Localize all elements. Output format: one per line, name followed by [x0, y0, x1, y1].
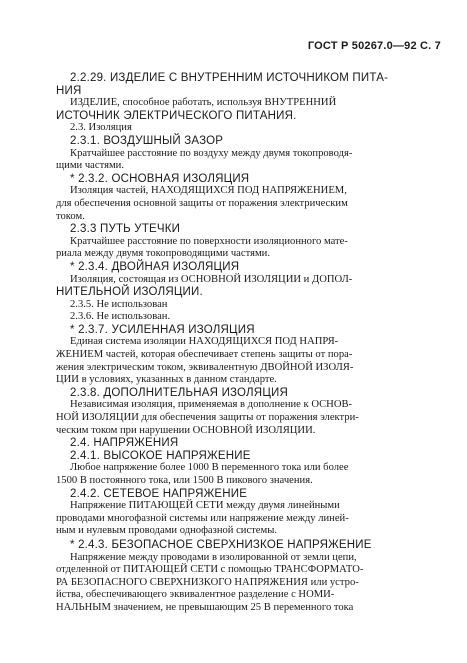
text-line: РА БЕЗОПАСНОГО СВЕРХНИЗКОГО НАПРЯЖЕНИЯ или устро-	[56, 576, 359, 588]
text-line: ИСТОЧНИК ЭЛЕКТРИЧЕСКОГО ПИТАНИЯ.	[56, 109, 297, 122]
text-line: щими частями.	[56, 160, 124, 172]
text-line: * 2.4.3. БЕЗОПАСНОЕ СВЕРХНИЗКОЕ НАПРЯЖЕНИЕ	[70, 538, 372, 551]
text-line: риала между двумя токопроводящими частями.	[56, 248, 270, 260]
text-line: 2.3.6. Не использован.	[70, 311, 171, 323]
text-line: Напряжение ПИТАЮЩЕЙ СЕТИ между двумя линейными	[70, 500, 340, 512]
text-line: НИТЕЛЬНОЙ ИЗОЛЯЦИИ.	[56, 286, 203, 299]
text-line: * 2.3.7. УСИЛЕННАЯ ИЗОЛЯЦИЯ	[70, 323, 255, 336]
text-line: 2.3.5. Не использован	[70, 298, 168, 310]
text-line: НАЛЬНЫМ значением, не превышающим 25 В переменного тока	[56, 601, 354, 613]
text-line: проводами многофазной системы или напряжение между линей-	[56, 512, 349, 524]
text-line: ным и нулевым проводами однофазной системы.	[56, 525, 277, 537]
document-body	[56, 72, 448, 615]
text-line: 2.4. НАПРЯЖЕНИЯ	[70, 437, 179, 450]
text-line: Единая система изоляции НАХОДЯЩИХСЯ ПОД НАПРЯ-	[70, 336, 339, 348]
text-line: 2.3. Изоляция	[70, 122, 132, 134]
text-line: 1500 В постоянного тока, или 1500 В пикового значения.	[56, 475, 313, 486]
text-line: Кратчайшее расстояние по поверхности изоляционного мате-	[70, 235, 348, 247]
text-line: Напряжение между проводами в изолированной от земли цепи,	[70, 551, 357, 563]
text-line: жения электрическим током, эквивалентную ДВОЙНОЙ ИЗОЛЯ-	[56, 361, 354, 373]
text-line: ческим током при нарушении ОСНОВНОЙ ИЗОЛЯЦИИ.	[56, 424, 316, 436]
text-line: Любое напряжение более 1000 В переменного тока или более	[70, 462, 349, 474]
text-line: 2.4.1. ВЫСОКОЕ НАПРЯЖЕНИЕ	[70, 449, 251, 462]
text-line: ЦИИ в условиях, указанных в данном стандарте.	[56, 374, 277, 386]
text-line: 2.3.8. ДОПОЛНИТЕЛЬНАЯ ИЗОЛЯЦИЯ	[70, 386, 288, 399]
text-line: 2.4.2. СЕТЕВОЕ НАПРЯЖЕНИЕ	[70, 487, 248, 500]
text-line: 2.3.1. ВОЗДУШНЫЙ ЗАЗОР	[70, 134, 224, 147]
text-line: НИЯ	[56, 84, 82, 97]
text-line: Независимая изоляция, применяемая в дополнение к ОСНОВ-	[70, 399, 353, 411]
text-line: йства, обеспечивающего эквивалентное разделение с НОМИ-	[56, 589, 335, 601]
text-line: 2.3.3 ПУТЬ УТЕЧКИ	[70, 223, 181, 236]
text-line: Кратчайшее расстояние по воздуху между двумя токопроводя-	[70, 147, 353, 159]
text-line: * 2.3.2. ОСНОВНАЯ ИЗОЛЯЦИЯ	[70, 172, 250, 185]
text-line: 2.2.29. ИЗДЕЛИЕ С ВНУТРЕННИМ ИСТОЧНИКОМ ПИТА-	[70, 72, 389, 84]
text-line: Изоляция, состоящая из ОСНОВНОЙ ИЗОЛЯЦИИ и ДОПОЛ-	[70, 273, 353, 285]
text-line: Изоляция частей, НАХОДЯЩИХСЯ ПОД НАПРЯЖЕНИЕМ,	[70, 185, 347, 197]
text-line: ИЗДЕЛИЕ, способное работать, используя ВНУТРЕННИЙ	[70, 97, 337, 109]
page-header: ГОСТ Р 50267.0—92 С. 7	[307, 40, 441, 52]
text-line: НОЙ ИЗОЛЯЦИИ для обеспечения защиты от поражения электри-	[56, 412, 359, 424]
text-line: ЖЕНИЕМ частей, которая обеспечивает степень защиты от пора-	[56, 349, 353, 361]
text-line: током.	[56, 210, 85, 222]
text-line: для обеспечения основной защиты от поражения электрическим	[56, 197, 348, 209]
text-line: * 2.3.4. ДВОЙНАЯ ИЗОЛЯЦИЯ	[70, 260, 240, 273]
text-line: отделенной от ПИТАЮЩЕЙ СЕТИ с помощью ТРАНСФОРМАТО-	[56, 564, 364, 576]
